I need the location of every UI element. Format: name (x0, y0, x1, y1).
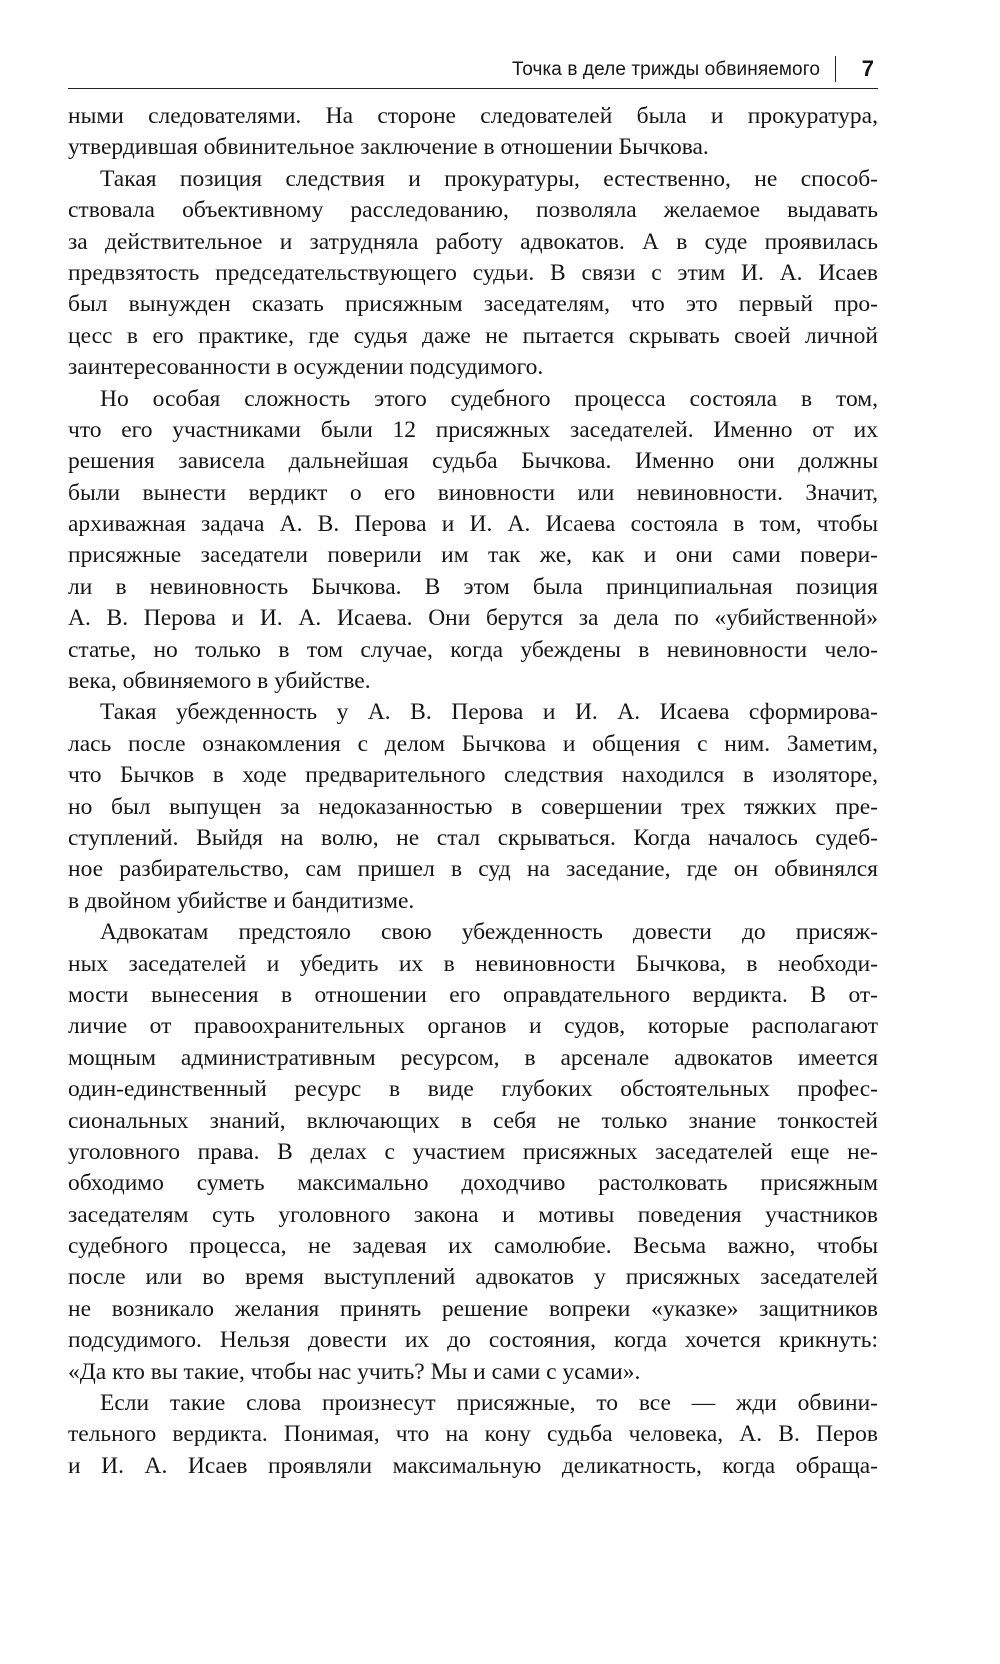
paragraph (68, 101, 878, 164)
text-line: лась после ознакомления с делом Бычкова и общения с ним. Заметим, (68, 730, 878, 757)
text-line: заседателям суть уголовного закона и мотивы поведения участников (68, 1201, 878, 1228)
text-line: ствовала объективному расследованию, позволяла желаемое выдавать (68, 197, 878, 224)
running-head-title: Точка в деле трижды обвиняемого (512, 59, 820, 80)
text-line: цесс в его практике, где судья даже не пытается скрывать своей личной (68, 322, 878, 349)
text-line: в двойном убийстве и бандитизме. (68, 887, 415, 914)
text-line: был вынужден сказать присяжным заседателям, что это первый про- (68, 291, 878, 318)
paragraph (68, 1388, 878, 1482)
text-line: не возникало желания принять решение вопреки «указке» защитников (68, 1295, 878, 1322)
text-line: судебного процесса, не задевая их самолюбие. Весьма важно, чтобы (68, 1233, 878, 1260)
text-line: один-единственный ресурс в виде глубоких обстоятельных профес- (68, 1076, 878, 1103)
text-line: ступлений. Выйдя на волю, не стал скрываться. Когда началось судеб- (68, 824, 878, 851)
text-line: личие от правоохранительных органов и судов, которые располагают (68, 1013, 878, 1040)
text-line: сиональных знаний, включающих в себя не только знание тонкостей (68, 1107, 878, 1134)
text-line: тельного вердикта. Понимая, что на кону судьба человека, А. В. Перов (68, 1421, 878, 1448)
text-line: за действительное и затрудняла работу адвокатов. А в суде проявилась (68, 228, 878, 255)
text-line: ными следователями. На стороне следователей была и прокуратура, (68, 103, 878, 129)
text-line: решения зависела дальнейшая судьба Бычкова. Именно они должны (68, 448, 878, 475)
text-line: статье, но только в том случае, когда убеждены в невиновности чело- (68, 636, 878, 663)
text-line: века, обвиняемого в убийстве. (68, 668, 371, 695)
running-head (68, 48, 878, 89)
paragraph (68, 697, 878, 917)
text-line: А. В. Перова и И. А. Исаева. Они берутся за дела по «убийственной» (68, 605, 878, 632)
text-line: уголовного права. В делах с участием присяжных заседателей еще не- (68, 1138, 878, 1165)
text-line: Такая позиция следствия и прокуратуры, естественно, не способ- (100, 165, 878, 192)
text-line: архиважная задача А. В. Перова и И. А. Исаева состояла в том, чтобы (68, 511, 878, 538)
text-line: и И. А. Исаев проявляли максимальную деликатность, когда обраща- (68, 1452, 878, 1479)
text-line: были вынести вердикт о его виновности или невиновности. Значит, (68, 479, 878, 506)
text-line: предвзятость председательствующего судьи. В связи с этим И. А. Исаев (68, 259, 878, 286)
text-line: Если такие слова произнесут присяжные, то все — жди обвини- (100, 1390, 878, 1417)
text-line: мости вынесения в отношении его оправдательного вердикта. В от- (68, 981, 878, 1008)
text-line: что его участниками были 12 присяжных заседателей. Именно от их (68, 416, 878, 443)
text-line: подсудимого. Нельзя довести их до состояния, когда хочется крикнуть: (68, 1327, 878, 1354)
text-line: что Бычков в ходе предварительного следствия находился в изоляторе, (68, 762, 878, 789)
paragraph (68, 164, 878, 384)
text-line: ное разбирательство, сам пришел в суд на заседание, где он обвинялся (68, 856, 878, 883)
text-line: после или во время выступлений адвокатов у присяжных заседателей (68, 1264, 878, 1291)
text-line: ных заседателей и убедить их в невиновности Бычкова, в необходи- (68, 950, 878, 977)
text-line: Но особая сложность этого судебного процесса состояла в том, (100, 385, 878, 412)
text-line: Такая убежденность у А. В. Перова и И. А. Исаева сформирова- (100, 699, 878, 726)
running-head-divider (835, 56, 837, 82)
text-line: мощным административным ресурсом, в арсенале адвокатов имеется (68, 1044, 878, 1071)
text-line: но был выпущен за недоказанностью в совершении трех тяжких пре- (68, 793, 878, 820)
paragraph (68, 917, 878, 1388)
book-page (68, 48, 878, 1482)
body-text (68, 101, 878, 1482)
text-line: обходимо суметь максимально доходчиво растолковать присяжным (68, 1170, 878, 1197)
page-number: 7 (861, 56, 874, 81)
text-line: утвердившая обвинительное заключение в отношении Бычкова. (68, 134, 709, 161)
text-line: «Да кто вы такие, чтобы нас учить? Мы и сами с усами». (68, 1358, 641, 1385)
text-line: Адвокатам предстояло свою убежденность довести до присяж- (100, 919, 878, 946)
text-line: заинтересованности в осуждении подсудимого. (68, 354, 544, 381)
paragraph (68, 384, 878, 698)
text-line: присяжные заседатели поверили им так же, как и они сами повери- (68, 542, 878, 569)
text-line: ли в невиновность Бычкова. В этом была принципиальная позиция (68, 573, 878, 600)
